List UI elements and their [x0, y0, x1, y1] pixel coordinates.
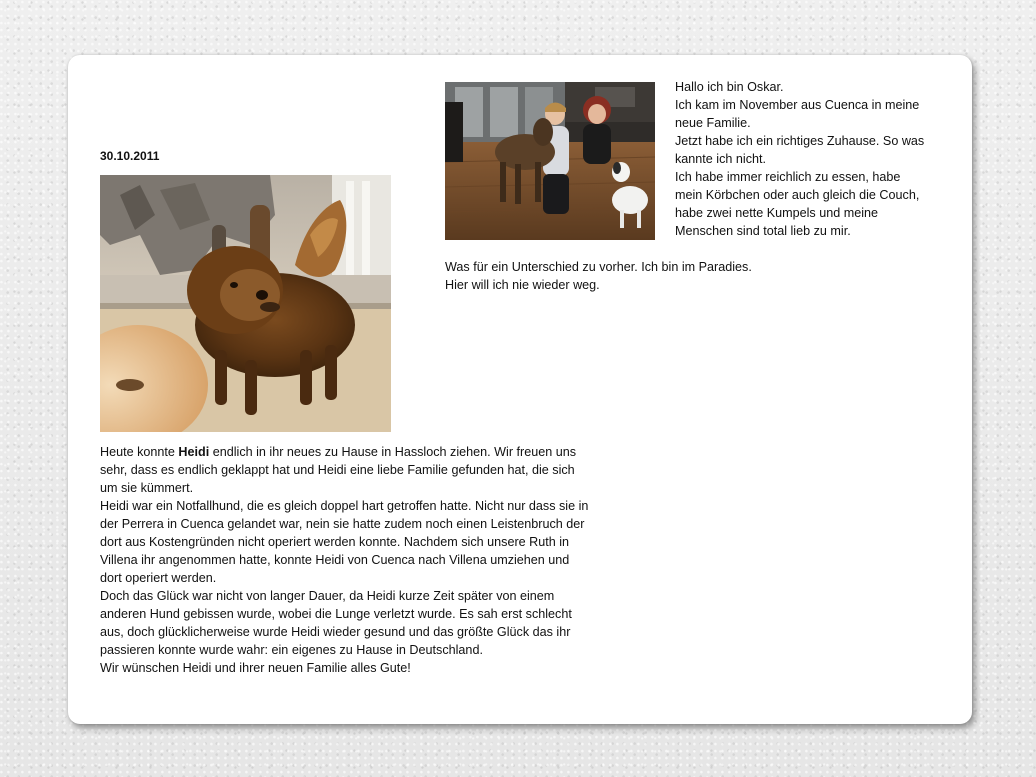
oskar-family-photo	[445, 82, 655, 240]
heidi-story-text	[100, 443, 590, 677]
oskar-intro-text: Hallo ich bin Oskar. Ich kam im November aus Cuenca in meine neue Familie. Jetzt habe ich ein richtiges Zuhause. So was kannte ich nicht. Ich habe immer reichlich zu essen, habe mein Körbchen oder auch gleich die Couch, habe zwei nette Kumpels und meine Menschen sind total lieb zu mir.	[675, 80, 925, 238]
heidi-story-body: Heidi war ein Notfallhund, die es gleich doppel hart getroffen hatte. Nicht nur dass sie in der Perrera in Cuenca gelandet war, nein sie hatte zudem noch einen Leistenbruch der dort aus Kostengründen nicht operiert werden konnte. Nachdem sich unsere Ruth in Villena ihr angenommen hatte, konnte Heidi von Cuenca nach Villena umziehen und dort operiert werden. Doch das Glück war nicht von langer Dauer, da Heidi kurze Zeit später von einem anderen Hund gebissen wurde, wobei die Lunge verletzt wurde. Es sah erst schlecht aus, doch glücklicherweise wurde Heidi wieder gesund und das größte Glück das ihr passieren konnte wurde wahr: ein eigenes zu Hause in Deutschland. Wir wünschen Heidi und ihrer neuen Familie alles Gute!	[100, 499, 589, 675]
heidi-dog-photo	[100, 175, 391, 432]
oskar-family-photo-image	[445, 82, 655, 240]
heidi-story-intro-after: endlich in ihr neues zu Hause in Hassloch ziehen. Wir freuen uns sehr, dass es endlich geklappt hat und Heidi eine liebe Familie gefunden hat, die sich um sie kümmert.	[100, 445, 577, 495]
post-date: 30.10.2011	[100, 149, 160, 163]
heidi-dog-photo-image	[100, 175, 391, 432]
oskar-outro-text: Was für ein Unterschied zu vorher. Ich bin im Paradies. Hier will ich nie wieder weg.	[445, 260, 752, 292]
heidi-name-bold: Heidi	[178, 445, 210, 459]
heidi-story-intro-before: Heute konnte	[100, 445, 179, 459]
